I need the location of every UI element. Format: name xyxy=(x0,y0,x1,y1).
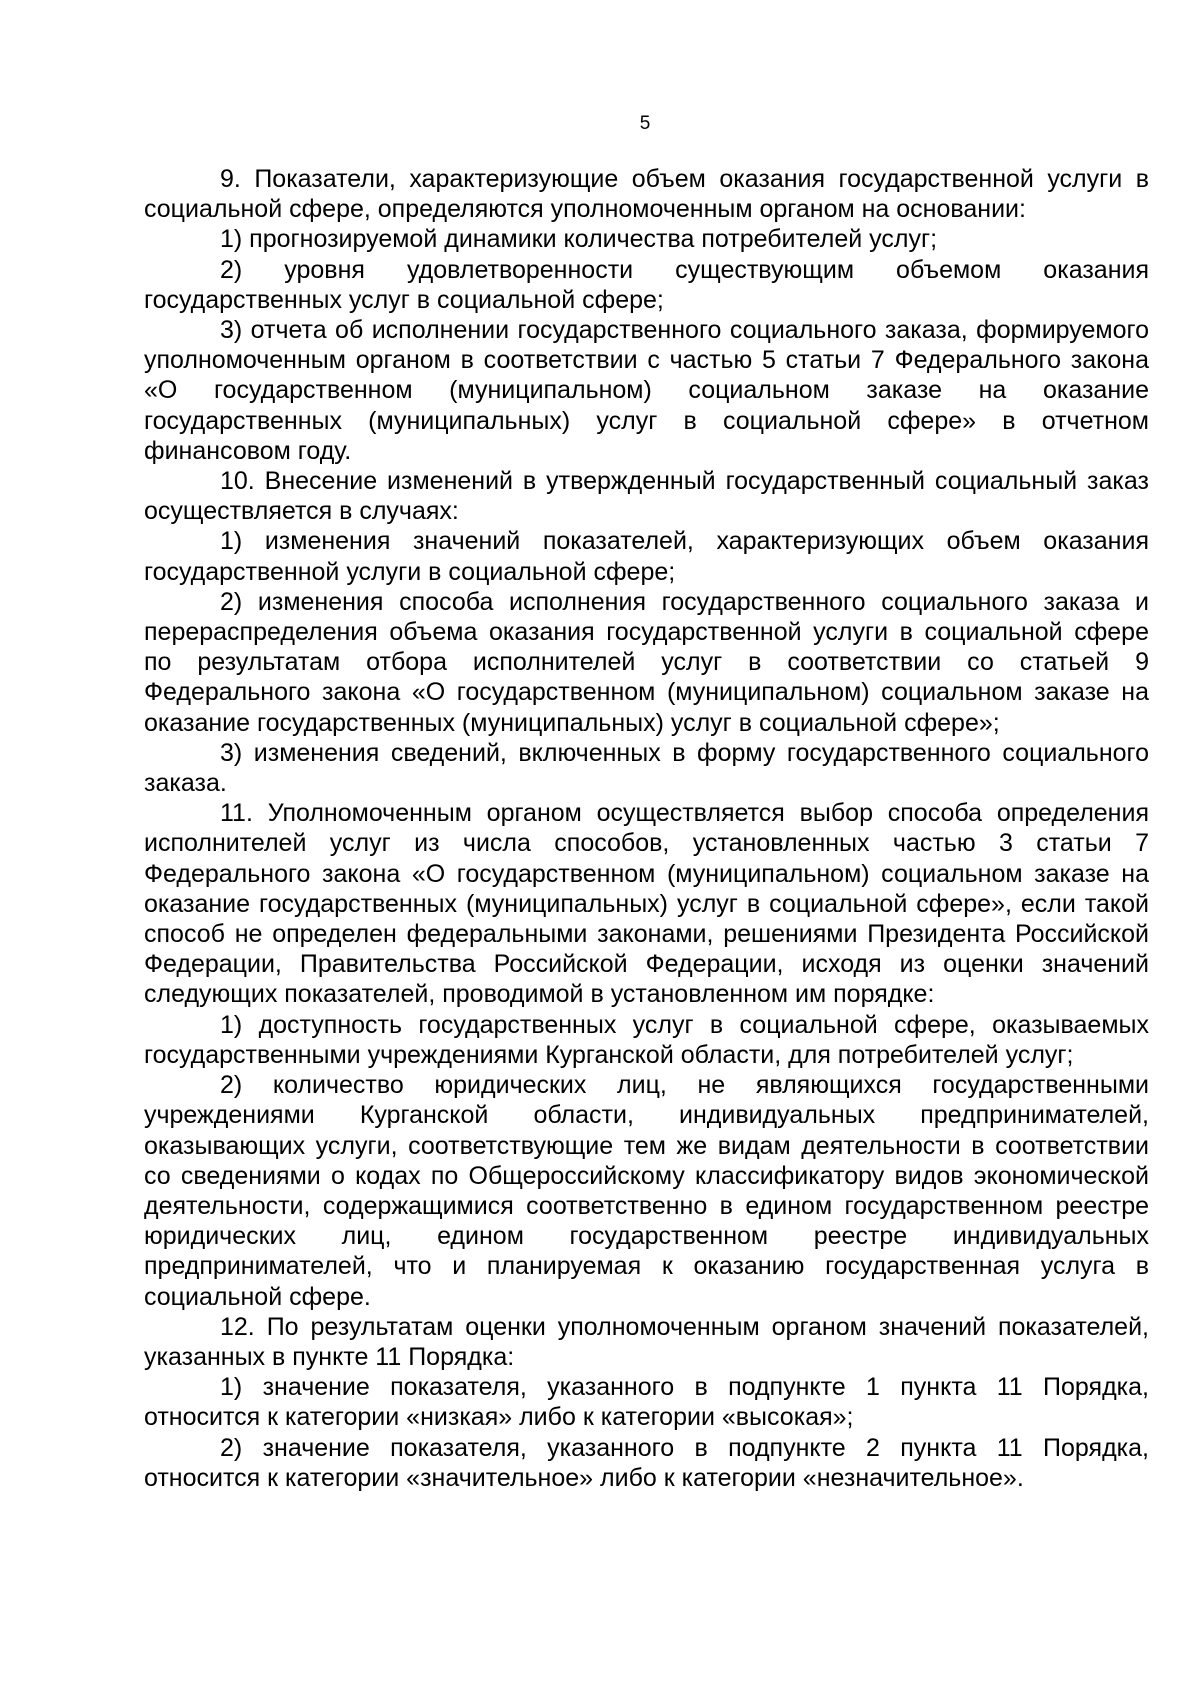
paragraph-10-item-1: 1) изменения значений показателей, характеризующих объем оказания государственной услуги в социальной сфере; xyxy=(144,527,1149,586)
paragraph-12: 12. По результатам оценки уполномоченным органом значений показателей, указанных в пункте 11 Порядка: xyxy=(144,1312,1149,1371)
paragraph-9-item-1: 1) прогнозируемой динамики количества потребителей услуг; xyxy=(220,225,938,254)
paragraph-9-item-3: 3) отчета об исполнении государственного социального заказа, формируемого уполномоченным органом в соответствии с частью 5 статьи 7 Федерального закона «О государственном (муниципальном) социальном заказе на оказание государственных (муниципальных) услуг в социальной сфере» в отчетном финансовом году. xyxy=(144,316,1149,465)
paragraph-9-item-2: 2) уровня удовлетворенности существующим объемом оказания государственных услуг в социальной сфере; xyxy=(144,255,1149,314)
paragraph-10: 10. Внесение изменений в утвержденный государственный социальный заказ осуществляется в случаях: xyxy=(144,467,1149,526)
paragraph-11: 11. Уполномоченным органом осуществляется выбор способа определения исполнителей услуг из числа способов, установленных частью 3 статьи 7 Федерального закона «О государственном (муниципальном) социальном заказе на оказание государственных (муниципальных) услуг в социальной сфере», если такой способ не определен федеральными законами, решениями Президента Российской Федерации, Правительства Российской Федерации, исходя из оценки значений следующих показателей, проводимой в установленном им порядке: xyxy=(144,799,1149,1009)
page-number: 5 xyxy=(639,113,651,134)
paragraph-11-item-2: 2) количество юридических лиц, не являющихся государственными учреждениями Курганской области, индивидуальных предпринимателей, оказывающих услуги, соответствующие тем же видам деятельности в соответствии со сведениями о кодах по Общероссийскому классификатору видов экономической деятельности, содержащимися соответственно в едином государственном реестре юридических лиц, едином государственном реестре индивидуальных предпринимателей, что и планируемая к оказанию государственная услуга в социальной сфере. xyxy=(144,1071,1149,1311)
paragraph-10-item-3: 3) изменения сведений, включенных в форму государственного социального заказа. xyxy=(144,738,1149,798)
paragraph-10-item-2: 2) изменения способа исполнения государственного социального заказа и перераспределения объема оказания государственной услуги в социальной сфере по результатам отбора исполнителей услуг в соответствии со статьей 9 Федерального закона «О государственном (муниципальном) социальном заказе на оказание государственных (муниципальных) услуг в социальной сфере»; xyxy=(144,587,1149,737)
document-body xyxy=(144,164,1149,1493)
paragraph-11-item-1: 1) доступность государственных услуг в социальной сфере, оказываемых государственными учреждениями Курганской области, для потребителей услуг; xyxy=(144,1010,1149,1069)
paragraph-9: 9. Показатели, характеризующие объем оказания государственной услуги в социальной сфере, определяются уполномоченным органом на основании: xyxy=(144,165,1149,224)
paragraph-12-item-2: 2) значение показателя, указанного в подпункте 2 пункта 11 Порядка, относится к категории «значительное» либо к категории «незначительное». xyxy=(144,1433,1149,1492)
paragraph-12-item-1: 1) значение показателя, указанного в подпункте 1 пункта 11 Порядка, относится к категории «низкая» либо к категории «высокая»; xyxy=(144,1373,1149,1432)
